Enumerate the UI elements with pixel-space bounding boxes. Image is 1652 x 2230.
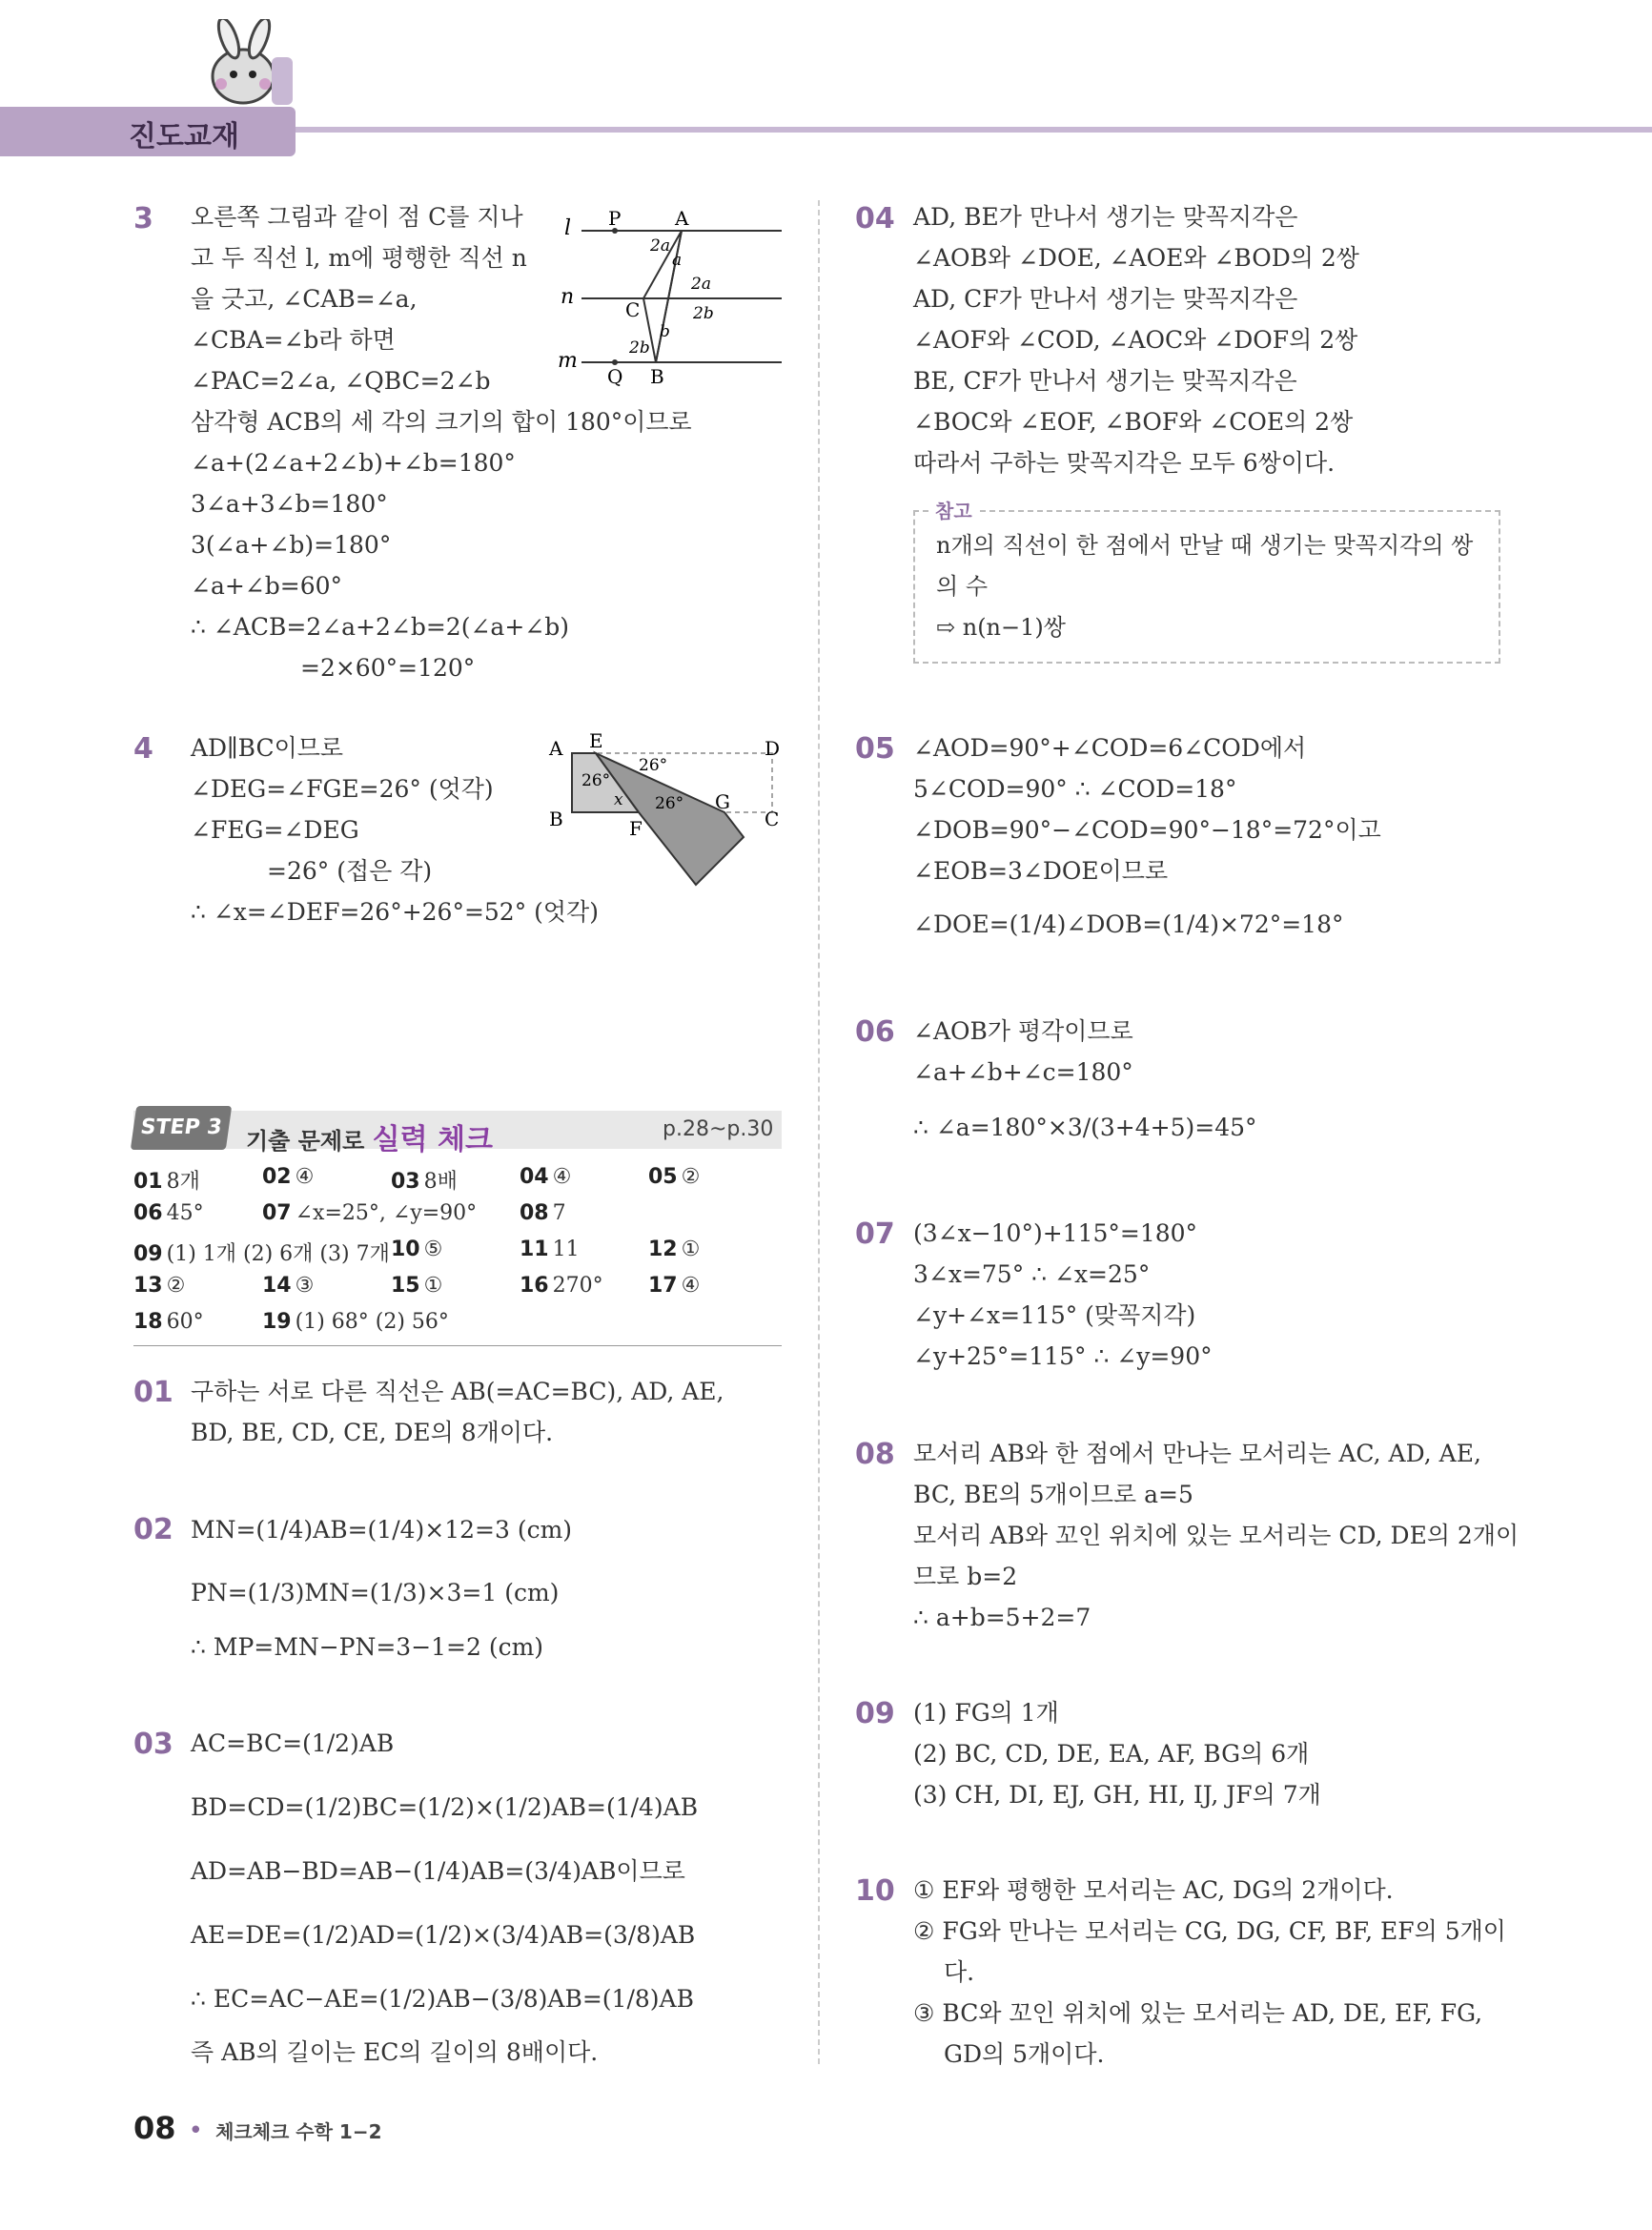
svg-text:F: F [629, 817, 642, 840]
svg-text:26°: 26° [655, 794, 684, 813]
solution-number: 05 [855, 732, 895, 766]
svg-text:a: a [672, 251, 683, 270]
folded-paper-figure [515, 732, 791, 894]
solution-number: 07 [855, 1217, 895, 1251]
step-pages: p.28~p.30 [663, 1117, 774, 1141]
svg-text:B: B [549, 808, 563, 830]
svg-text:2a: 2a [650, 236, 670, 256]
solution-number: 02 [133, 1513, 173, 1546]
s02-line: ∴ MP=MN−PN=3−1=2 (cm) [191, 1633, 544, 1661]
svg-text:E: E [589, 732, 603, 752]
s03-line: AC=BC=(1/2)AB [191, 1729, 395, 1757]
solution-number: 10 [855, 1874, 895, 1908]
book-title: 체크체크 수학 1−2 [215, 2120, 382, 2143]
solution-number: 09 [855, 1697, 895, 1730]
s03-line: AE=DE=(1/2)AD=(1/2)×(3/4)AB=(3/8)AB [191, 1921, 696, 1949]
step-title: 기출 문제로 실력 체크 [246, 1123, 494, 1156]
svg-text:P: P [608, 207, 622, 230]
svg-text:26°: 26° [581, 771, 611, 790]
svg-text:C: C [765, 808, 780, 830]
column-divider [818, 200, 820, 2064]
s03-line: AD=AB−BD=AB−(1/4)AB=(3/4)AB이므로 [191, 1857, 685, 1885]
s02-line: MN=(1/4)AB=(1/4)×12=3 (cm) [191, 1516, 573, 1544]
s03-line: BD=CD=(1/2)BC=(1/2)×(1/2)AB=(1/4)AB [191, 1793, 699, 1821]
note-tag: 참고 [929, 496, 978, 523]
footer-dot: • [188, 2117, 203, 2145]
svg-text:G: G [715, 790, 730, 813]
svg-text:2b: 2b [629, 338, 650, 358]
s02-line: PN=(1/3)MN=(1/3)×3=1 (cm) [191, 1579, 560, 1606]
footer [133, 2110, 382, 2146]
solution-number: 03 [133, 1728, 173, 1761]
answer-grid-rule [133, 1345, 782, 1346]
header-rule [286, 127, 1652, 133]
solution-number: 04 [855, 202, 895, 235]
s03-line: 즉 AB의 길이는 EC의 길이의 8배이다. [191, 2038, 599, 2066]
s03-line: ∴ EC=AC−AE=(1/2)AB−(3/8)AB=(1/8)AB [191, 1985, 694, 2013]
solution-number: 08 [855, 1438, 895, 1471]
header-title: 진도교재 [129, 120, 239, 153]
svg-text:m: m [558, 349, 578, 373]
svg-text:26°: 26° [639, 756, 668, 775]
problem-number: 3 [133, 202, 153, 235]
svg-text:2a: 2a [691, 275, 711, 294]
svg-text:x: x [614, 790, 623, 809]
svg-text:l: l [564, 216, 572, 240]
solution-number: 06 [855, 1015, 895, 1049]
s01-line: BD, BE, CD, CE, DE의 8개이다. [191, 1419, 554, 1446]
note-line: ⇨ n(n−1)쌍 [936, 614, 1066, 641]
s01-line: 구하는 서로 다른 직선은 AB(=AC=BC), AD, AE, [191, 1378, 724, 1405]
svg-text:C: C [625, 298, 641, 321]
svg-text:b: b [660, 322, 670, 341]
svg-text:A: A [675, 207, 689, 230]
note-line: n개의 직선이 한 점에서 만날 때 생기는 맞꼭지각의 쌍 [936, 532, 1474, 559]
problem-number: 4 [133, 732, 153, 766]
step-badge: STEP 3 [131, 1106, 232, 1150]
svg-text:2b: 2b [693, 304, 714, 323]
page-number: 08 [133, 2110, 176, 2146]
solution-number: 01 [133, 1376, 173, 1409]
mascot-icon [191, 19, 305, 114]
svg-text:Q: Q [607, 365, 623, 388]
svg-text:n: n [561, 285, 575, 309]
svg-text:D: D [765, 737, 781, 760]
note-line: 의 수 [936, 573, 988, 600]
svg-text:A: A [549, 737, 563, 760]
svg-text:B: B [650, 365, 664, 388]
parallel-lines-figure [553, 200, 791, 391]
